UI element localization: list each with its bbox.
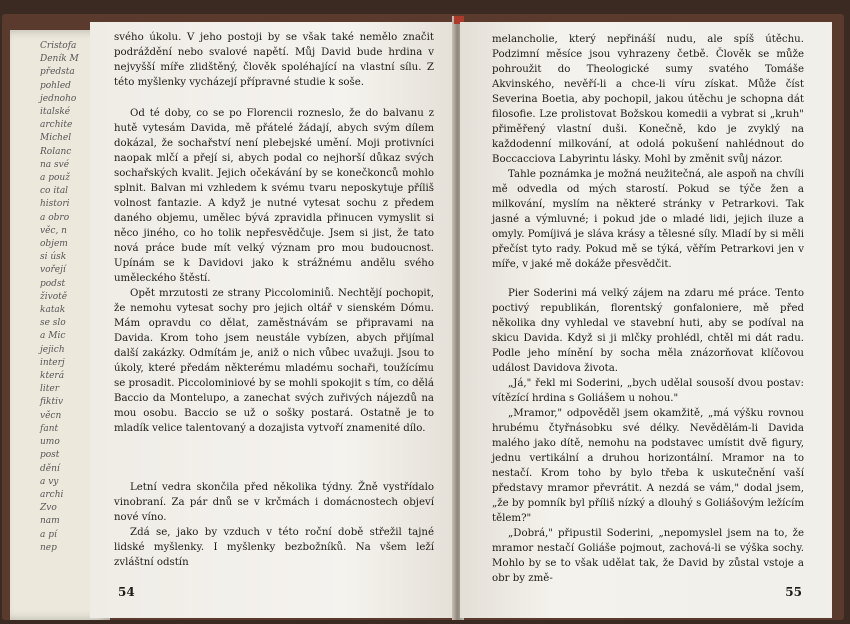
underlying-text-line: nep xyxy=(40,542,57,553)
underlying-text-line: nam xyxy=(40,516,60,527)
underlying-text-line: a obro xyxy=(40,212,70,223)
underlying-text-line: životě xyxy=(40,291,68,302)
underlying-text-line: fant xyxy=(40,423,59,434)
underlying-text-line: a Mic xyxy=(40,331,66,342)
underlying-text-line: post xyxy=(40,450,60,461)
paragraph: melancholie, který nepřináší nudu, ale spíš útěchu. Podzimní měsíce jsou vyhrazeny četbě. Člověk se může pohroužit do Theologické sumy svatého Tomáše Akvinského, nevěří-li a chce-li víru získat. Může číst Severina Boetia, aby pochopil, jakou útěchu je schopna dát filosofie. Lze prolistovat Božskou komedii a vybrat si „kruh" přiměřený vlastní duši. Konečně, kdo je zvyklý na každodenní milkování, at odolá pokušení nahlédnout do Boccacciova Labyrintu lásky. Mohl by změnit svůj názor. xyxy=(492,34,804,165)
underlying-text-line: archi xyxy=(40,489,64,500)
underlying-text-line: Michel xyxy=(40,133,72,144)
underlying-text-line: Deník M xyxy=(40,54,79,65)
underlying-text-line: si úsk xyxy=(40,252,67,263)
underlying-text-line: vořejí xyxy=(40,265,66,276)
underlying-text-line: jejich xyxy=(40,344,65,355)
underlying-text-line: předsta xyxy=(40,67,75,78)
underlying-text-line: věc, n xyxy=(40,225,67,236)
underlying-text-line: která xyxy=(40,371,65,382)
right-page xyxy=(460,22,832,618)
underlying-text-line: fiktiv xyxy=(40,397,64,408)
underlying-text-line: interj xyxy=(40,357,65,368)
underlying-text-line: objem xyxy=(40,239,68,250)
paragraph: Zdá se, jako by vzduch v této roční době střežil tajné lidské myšlenky. I myšlenky bezbožníků. Na všem leží zvláštní odstín xyxy=(114,527,434,568)
underlying-text-line: umo xyxy=(40,437,60,448)
underlying-text-line: a pí xyxy=(40,529,57,540)
underlying-text-line: dění xyxy=(40,463,60,474)
underlying-text-line: a použ xyxy=(40,173,70,184)
underlying-text-line: katak xyxy=(40,305,66,316)
underlying-text-line: a vy xyxy=(40,476,59,487)
underlying-text-line: se slo xyxy=(40,318,66,329)
left-page xyxy=(90,22,456,618)
right-page-text xyxy=(492,32,804,586)
paragraph: Pier Soderini má velký zájem na zdaru mé práce. Tento poctivý republikán, florentský gonfaloniere, mě před několika dny vyhledal ve stavební huti, aby se podíval na skicu Davida. Když si ji mlčky prohlédl, chtěl mi dát radu. Podle jeho mínění by socha měla znázorňovat klíčovou událost Davidova života. xyxy=(492,288,804,374)
paragraph: Od té doby, co se po Florencii rozneslo, že do balvanu z hutě vytesám Davida, mě přátelé žádají, abych svým dílem dokázal, že sochařství není plebejské umění. Moji protivníci naopak mlčí a přejí si, abych podal co nejhorší důkaz svých sochařských kvalit. Jejich očekávání by se konečkonců mohlo splnit. Balvan mi vzhledem k svému tvaru neposkytuje příliš volnost fantazie. A když je nutné vytesat sochu z předem daného objemu, umělec bývá zpravidla přinucen vymyslit si něco jiného, co ho tolik nepřesvědčuje. Jsem si jist, že tato nová práce bude mít velký význam pro mou budoucnost. Upínám se k Davidovi jako k strážnému andělu svého uměleckého štěstí. xyxy=(114,108,434,284)
underlying-text-line: na své xyxy=(40,159,70,170)
paragraph: „Dobrá," připustil Soderini, „nepomyslel jsem na to, že mramor nestačí Goliáše pojmout, zachová-li se výška sochy. Mohlo by se to však udělat tak, že David by zůstal vstoje a obr by změ- xyxy=(492,528,804,584)
underlying-text-line: Zvo xyxy=(40,503,57,514)
paragraph: „Mramor," odpověděl jsem okamžitě, „má výšku rovnou hrubému čtyřnásobku své délky. Nevědělám-li Davida malého jako dítě, nemohu na podstavec umístit dvě figury, jednu vertikální a druhou horizontální. Mramor na to nestačí. Krom toho by bylo třeba k uskutečnění vaší představy mramor převrátit. A nezdá se vám," dodal jsem, „že by pomník byl příliš nízký a dlouhý s Goliášovým ležícím tělem?" xyxy=(492,408,804,524)
paragraph: Tahle poznámka je možná neužitečná, ale aspoň na chvíli mě odvedla od mých starostí. Pokud se týče žen a milkování, myslím na některé stránky v Petrarkovi. Tak jasné a výmluvné; i pokud jde o mladé lidi, jejich iluze a omyly. Pomíjivá je sláva krásy a tělesné síly. Mladí by si měli přečíst tyto rady. Pokud mě se týká, věřím Petrarkovi jen v míře, v jaké mě dokáže přesvědčit. xyxy=(492,169,804,270)
underlying-text-line: jednoho xyxy=(40,93,77,104)
paragraph: Letní vedra skončila před několika týdny. Žně vystřídalo vinobraní. Za pár dnů se v krčmách i domácnostech objeví nové víno. xyxy=(114,482,434,523)
underlying-text-line: italské xyxy=(40,107,71,118)
underlying-text-line: archite xyxy=(40,120,73,131)
page-number: 55 xyxy=(785,585,802,599)
underlying-text-line: histori xyxy=(40,199,70,210)
underlying-text-line: Rolanc xyxy=(40,146,72,157)
underlying-text-line: co ital xyxy=(40,186,69,197)
page-number: 54 xyxy=(118,585,135,599)
left-page-text xyxy=(114,30,434,570)
underlying-text-line: věcn xyxy=(40,410,62,421)
underlying-text-line: podst xyxy=(40,278,66,289)
paragraph: „Já," řekl mi Soderini, „bych udělal sousoší dvou postav: vítězící hrdina s Goliášem u nohou." xyxy=(492,378,804,404)
underlying-text-line: liter xyxy=(40,384,60,395)
underlying-text-line: Cristofa xyxy=(40,41,77,51)
paragraph: Opět mrzutosti ze strany Piccolominiů. Nechtějí pochopit, že nemohu vytesat sochy pro jejich oltář v sienském Dómu. Mám opravdu co dělat, zaměstnávám se připravami na Davida. Krom toho jsem neustále vybízen, abych přijímal další zakázky. Odmítám je, aniž o nich vůbec uvažuji. Jsou to úkoly, které předám některému mladému sochaři, toužícímu se prosadit. Piccolominiové by se mohli spokojit s tím, co dělá Baccio da Montelupo, a zanechat svých zuřivých nájezdů na mou osobu. Baccio se už o sošky postará. Ostatně je to mladík velice talentovaný a dozajista vytvoří znamenité dílo. xyxy=(114,288,434,434)
paragraph: svého úkolu. V jeho postoji by se však také nemělo značit podráždění nebo svalové napětí. Můj David bude hrdina v nejvyšší míře zlidštěný, člověk spoléhající na vlastní sílu. Z této myšlenky vycházejí přípravné studie k soše. xyxy=(114,32,434,88)
underlying-text-line: pohled xyxy=(40,80,71,91)
